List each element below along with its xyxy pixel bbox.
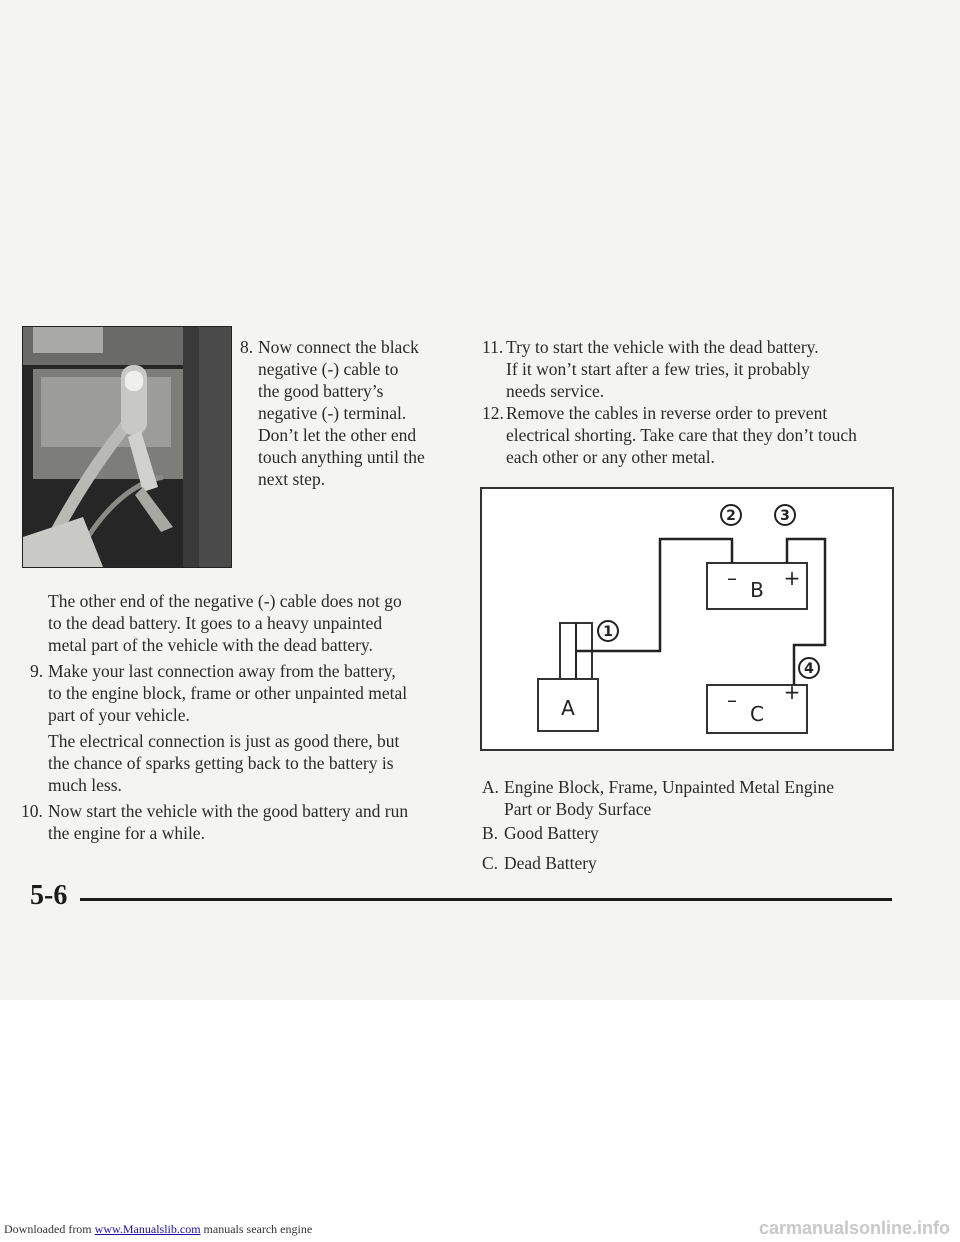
step-8-line: touch anything until the xyxy=(258,447,425,467)
step-8-line: the good battery’s xyxy=(258,381,384,401)
jumper-cable-photo xyxy=(22,326,232,568)
step-9-line: to the engine block, frame or other unpainted metal xyxy=(48,683,408,703)
step-9-line: Make your last connection away from the battery, xyxy=(48,661,396,681)
paragraph-line: metal part of the vehicle with the dead battery. xyxy=(48,635,373,655)
legend-line: Part or Body Surface xyxy=(504,799,652,819)
battery-b-plus: + xyxy=(783,566,801,590)
legend-item-b xyxy=(482,822,902,844)
battery-b-minus: – xyxy=(727,566,737,590)
battery-c-minus: – xyxy=(727,688,737,712)
legend-letter: A. xyxy=(482,777,500,797)
step-8-line: Don’t let the other end xyxy=(258,425,417,445)
jump-start-diagram xyxy=(480,487,894,751)
step-9 xyxy=(30,660,470,730)
battery-c-label: C xyxy=(750,702,764,726)
step-10-line: Now start the vehicle with the good battery and run xyxy=(48,801,409,821)
paragraph-line: The electrical connection is just as good there, but xyxy=(48,731,400,751)
step-9-line: part of your vehicle. xyxy=(48,705,190,725)
block-a-label: A xyxy=(561,696,575,720)
step-10 xyxy=(21,800,471,850)
battery-b-label: B xyxy=(750,578,764,602)
footer-prefix: Downloaded from xyxy=(4,1222,95,1236)
step-8-line: Now connect the black xyxy=(258,337,419,357)
download-footer xyxy=(4,1222,312,1236)
legend-item-c xyxy=(482,852,902,874)
step-12-line: Remove the cables in reverse order to prevent xyxy=(506,403,828,423)
page-number: 5-6 xyxy=(30,880,68,911)
legend-letter: C. xyxy=(482,853,499,873)
step-10-number: 10. xyxy=(21,801,43,821)
step-11-line: If it won’t start after a few tries, it probably xyxy=(506,359,810,379)
callout-1-number: 1 xyxy=(603,624,613,640)
paragraph-other-end xyxy=(48,590,458,656)
manualslib-link[interactable]: www.Manualslib.com xyxy=(94,1222,201,1236)
paragraph-electrical xyxy=(48,730,458,796)
legend-line: Good Battery xyxy=(504,823,599,843)
step-8-line: negative (-) terminal. xyxy=(258,403,407,423)
step-12-line: each other or any other metal. xyxy=(506,447,715,467)
battery-c-plus: + xyxy=(783,680,801,704)
step-8-line: next step. xyxy=(258,469,326,489)
footer-rule xyxy=(80,898,892,901)
paragraph-line: the chance of sparks getting back to the battery is xyxy=(48,753,394,773)
paragraph-line: The other end of the negative (-) cable does not go xyxy=(48,591,402,611)
step-11-line: needs service. xyxy=(506,381,605,401)
step-12 xyxy=(482,402,902,472)
footer-suffix: manuals search engine xyxy=(200,1222,313,1236)
step-11 xyxy=(482,336,902,406)
legend-letter: B. xyxy=(482,823,499,843)
step-8 xyxy=(240,336,470,496)
callout-3-number: 3 xyxy=(780,508,790,524)
step-10-line: the engine for a while. xyxy=(48,823,205,843)
legend-line: Engine Block, Frame, Unpainted Metal Engine xyxy=(504,777,834,797)
legend-line: Dead Battery xyxy=(504,853,597,873)
paragraph-line: to the dead battery. It goes to a heavy unpainted xyxy=(48,613,383,633)
step-12-line: electrical shorting. Take care that they don’t touch xyxy=(506,425,857,445)
step-9-number: 9. xyxy=(30,661,44,681)
callout-2-number: 2 xyxy=(726,508,736,524)
step-12-number: 12. xyxy=(482,403,504,423)
callout-4-number: 4 xyxy=(804,661,814,677)
step-8-number: 8. xyxy=(240,337,254,357)
watermark: carmanualsonline.info xyxy=(758,1218,950,1238)
step-11-line: Try to start the vehicle with the dead battery. xyxy=(506,337,819,357)
step-8-line: negative (-) cable to xyxy=(258,359,399,379)
paragraph-line: much less. xyxy=(48,775,122,795)
legend-item-a xyxy=(482,776,902,820)
step-11-number: 11. xyxy=(482,337,504,357)
